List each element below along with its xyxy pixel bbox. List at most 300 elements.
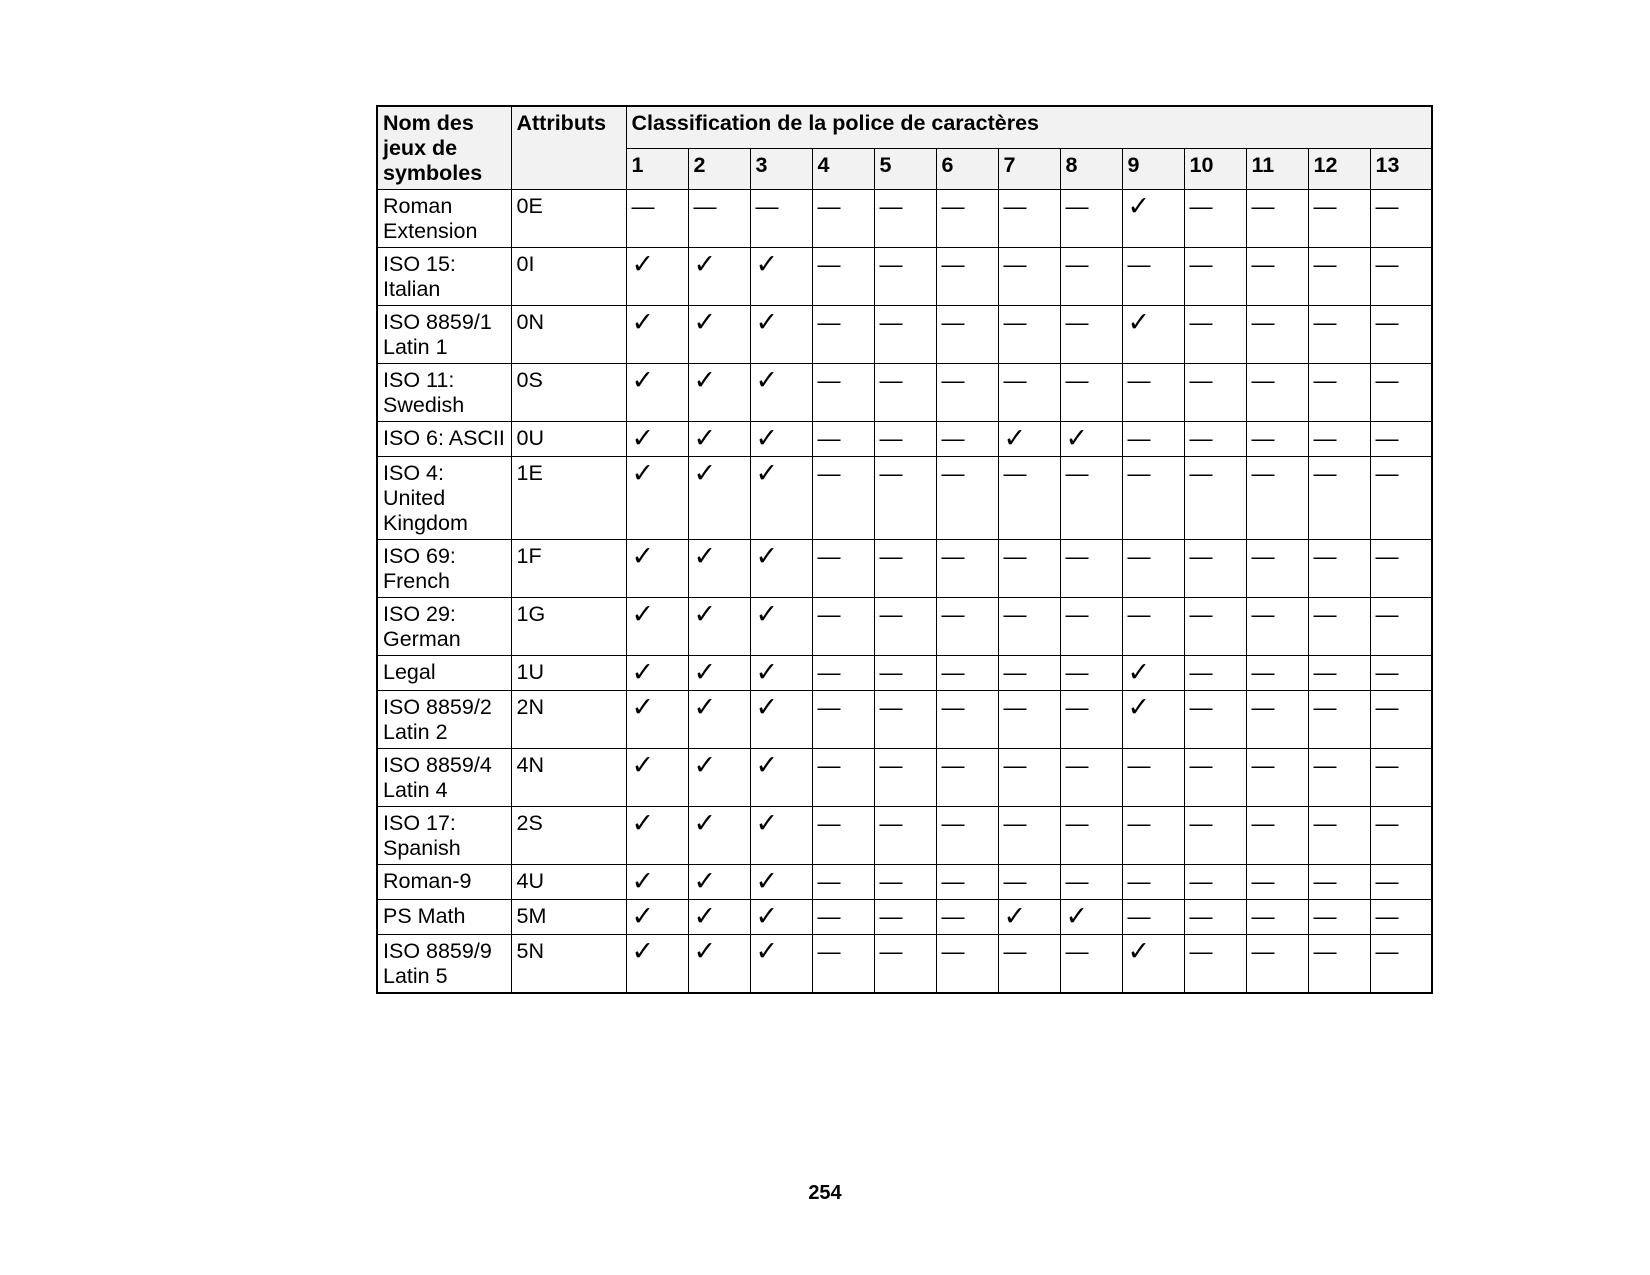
- classification-cell: [812, 190, 874, 248]
- dash-icon: —: [1189, 938, 1213, 964]
- dash-icon: —: [1375, 460, 1399, 486]
- classification-cell: [1370, 364, 1432, 422]
- dash-icon: —: [941, 752, 965, 778]
- classification-cell: [1060, 598, 1122, 656]
- classification-cell: [998, 190, 1060, 248]
- dash-icon: —: [1127, 543, 1151, 569]
- classification-cell: [1308, 935, 1370, 994]
- check-icon: ✓: [755, 692, 779, 723]
- header-col-10: 10: [1184, 148, 1246, 189]
- check-icon: ✓: [1127, 936, 1151, 967]
- attribute-code: 5M: [511, 900, 626, 935]
- classification-cell: [1060, 935, 1122, 994]
- classification-cell: [998, 540, 1060, 598]
- dash-icon: —: [1003, 460, 1027, 486]
- dash-icon: —: [1189, 903, 1213, 929]
- classification-cell: [626, 865, 688, 900]
- dash-icon: —: [879, 903, 903, 929]
- table-row: [377, 865, 1432, 900]
- classification-cell: [1308, 540, 1370, 598]
- classification-cell: [1060, 656, 1122, 691]
- dash-icon: —: [1189, 810, 1213, 836]
- classification-cell: [998, 598, 1060, 656]
- dash-icon: —: [817, 543, 841, 569]
- check-icon: ✓: [631, 692, 655, 723]
- classification-cell: [1122, 540, 1184, 598]
- classification-cell: [812, 691, 874, 749]
- classification-cell: [936, 598, 998, 656]
- check-icon: ✓: [631, 423, 655, 454]
- classification-cell: [1122, 656, 1184, 691]
- dash-icon: —: [1189, 694, 1213, 720]
- dash-icon: —: [1065, 810, 1089, 836]
- dash-icon: —: [879, 694, 903, 720]
- classification-cell: [1308, 457, 1370, 540]
- classification-cell: [1122, 190, 1184, 248]
- classification-cell: [936, 749, 998, 807]
- classification-cell: [750, 691, 812, 749]
- classification-cell: [936, 248, 998, 306]
- symbol-set-name: ISO 8859/1 Latin 1: [377, 306, 511, 364]
- classification-cell: [874, 935, 936, 994]
- classification-cell: [1184, 457, 1246, 540]
- classification-cell: [626, 457, 688, 540]
- classification-cell: [812, 248, 874, 306]
- check-icon: ✓: [1127, 307, 1151, 338]
- dash-icon: —: [1375, 309, 1399, 335]
- classification-cell: [626, 656, 688, 691]
- table-row: [377, 306, 1432, 364]
- symbol-set-name: ISO 8859/9 Latin 5: [377, 935, 511, 994]
- classification-cell: [1308, 598, 1370, 656]
- attribute-code: 1E: [511, 457, 626, 540]
- classification-cell: [750, 900, 812, 935]
- classification-cell: [936, 900, 998, 935]
- classification-cell: [1308, 364, 1370, 422]
- header-col-2: 2: [688, 148, 750, 189]
- classification-cell: [1060, 865, 1122, 900]
- classification-cell: [688, 656, 750, 691]
- dash-icon: —: [1251, 601, 1275, 627]
- classification-cell: [1184, 190, 1246, 248]
- dash-icon: —: [1313, 425, 1337, 451]
- classification-cell: [998, 691, 1060, 749]
- classification-cell: [750, 364, 812, 422]
- classification-cell: [1308, 691, 1370, 749]
- classification-cell: [874, 364, 936, 422]
- dash-icon: —: [1375, 367, 1399, 393]
- dash-icon: —: [1003, 543, 1027, 569]
- classification-cell: [1184, 598, 1246, 656]
- dash-icon: —: [1375, 251, 1399, 277]
- classification-cell: [1122, 935, 1184, 994]
- dash-icon: —: [1003, 694, 1027, 720]
- dash-icon: —: [941, 903, 965, 929]
- check-icon: ✓: [631, 750, 655, 781]
- dash-icon: —: [941, 425, 965, 451]
- classification-cell: [1370, 457, 1432, 540]
- classification-cell: [1060, 457, 1122, 540]
- classification-cell: [998, 364, 1060, 422]
- check-icon: ✓: [631, 458, 655, 489]
- dash-icon: —: [1127, 868, 1151, 894]
- classification-cell: [1308, 422, 1370, 457]
- dash-icon: —: [817, 752, 841, 778]
- table-row: [377, 540, 1432, 598]
- check-icon: ✓: [1003, 423, 1027, 454]
- attribute-code: 1F: [511, 540, 626, 598]
- header-col-5: 5: [874, 148, 936, 189]
- symbol-set-name: Legal: [377, 656, 511, 691]
- dash-icon: —: [1375, 868, 1399, 894]
- dash-icon: —: [1127, 601, 1151, 627]
- table-row: [377, 248, 1432, 306]
- classification-cell: [874, 691, 936, 749]
- table-row: [377, 457, 1432, 540]
- classification-cell: [1060, 691, 1122, 749]
- classification-cell: [1246, 691, 1308, 749]
- classification-cell: [1060, 807, 1122, 865]
- check-icon: ✓: [755, 866, 779, 897]
- classification-cell: [936, 656, 998, 691]
- table-row: [377, 364, 1432, 422]
- classification-cell: [688, 540, 750, 598]
- check-icon: ✓: [631, 249, 655, 280]
- dash-icon: —: [1313, 601, 1337, 627]
- check-icon: ✓: [631, 808, 655, 839]
- dash-icon: —: [1251, 752, 1275, 778]
- classification-cell: [1122, 422, 1184, 457]
- classification-cell: [626, 935, 688, 994]
- dash-icon: —: [1251, 543, 1275, 569]
- classification-cell: [936, 691, 998, 749]
- classification-cell: [1246, 306, 1308, 364]
- dash-icon: —: [879, 425, 903, 451]
- attribute-code: 4U: [511, 865, 626, 900]
- check-icon: ✓: [1065, 901, 1089, 932]
- classification-cell: [998, 865, 1060, 900]
- classification-cell: [750, 598, 812, 656]
- classification-cell: [688, 598, 750, 656]
- attribute-code: 1U: [511, 656, 626, 691]
- classification-cell: [1246, 422, 1308, 457]
- classification-cell: [1060, 306, 1122, 364]
- dash-icon: —: [817, 251, 841, 277]
- dash-icon: —: [879, 601, 903, 627]
- classification-cell: [1246, 656, 1308, 691]
- dash-icon: —: [1375, 601, 1399, 627]
- symbol-set-table: [376, 105, 1433, 994]
- classification-cell: [1122, 691, 1184, 749]
- header-col-13: 13: [1370, 148, 1432, 189]
- classification-cell: [1122, 807, 1184, 865]
- check-icon: ✓: [1065, 423, 1089, 454]
- classification-cell: [626, 598, 688, 656]
- classification-cell: [1246, 807, 1308, 865]
- dash-icon: —: [1375, 938, 1399, 964]
- dash-icon: —: [941, 367, 965, 393]
- classification-cell: [626, 306, 688, 364]
- classification-cell: [750, 422, 812, 457]
- dash-icon: —: [1375, 752, 1399, 778]
- dash-icon: —: [1003, 938, 1027, 964]
- dash-icon: —: [1251, 193, 1275, 219]
- classification-cell: [1370, 691, 1432, 749]
- classification-cell: [812, 935, 874, 994]
- classification-cell: [626, 364, 688, 422]
- classification-cell: [936, 865, 998, 900]
- symbol-set-name: ISO 6: ASCII: [377, 422, 511, 457]
- check-icon: ✓: [1003, 901, 1027, 932]
- table-row: [377, 656, 1432, 691]
- check-icon: ✓: [631, 901, 655, 932]
- dash-icon: —: [1189, 601, 1213, 627]
- dash-icon: —: [1251, 425, 1275, 451]
- dash-icon: —: [1065, 659, 1089, 685]
- table-body: [377, 190, 1432, 994]
- classification-cell: [626, 807, 688, 865]
- symbol-set-name: ISO 4: United Kingdom: [377, 457, 511, 540]
- check-icon: ✓: [755, 458, 779, 489]
- classification-cell: [1122, 306, 1184, 364]
- classification-cell: [750, 807, 812, 865]
- dash-icon: —: [1189, 659, 1213, 685]
- table-row: [377, 691, 1432, 749]
- classification-cell: [998, 807, 1060, 865]
- dash-icon: —: [941, 938, 965, 964]
- dash-icon: —: [1189, 193, 1213, 219]
- classification-cell: [1122, 457, 1184, 540]
- classification-cell: [1246, 190, 1308, 248]
- classification-cell: [812, 865, 874, 900]
- dash-icon: —: [1065, 193, 1089, 219]
- dash-icon: —: [1251, 367, 1275, 393]
- classification-cell: [874, 656, 936, 691]
- classification-cell: [688, 749, 750, 807]
- dash-icon: —: [1313, 938, 1337, 964]
- dash-icon: —: [1003, 309, 1027, 335]
- dash-icon: —: [1189, 752, 1213, 778]
- header-attributes: Attributs: [511, 106, 626, 190]
- dash-icon: —: [1251, 694, 1275, 720]
- classification-cell: [1308, 900, 1370, 935]
- dash-icon: —: [1003, 810, 1027, 836]
- dash-icon: —: [1065, 543, 1089, 569]
- classification-cell: [1246, 865, 1308, 900]
- dash-icon: —: [1313, 694, 1337, 720]
- classification-cell: [998, 248, 1060, 306]
- classification-cell: [874, 807, 936, 865]
- dash-icon: —: [1313, 460, 1337, 486]
- dash-icon: —: [1065, 868, 1089, 894]
- check-icon: ✓: [693, 458, 717, 489]
- classification-cell: [1370, 540, 1432, 598]
- classification-cell: [1060, 190, 1122, 248]
- dash-icon: —: [1313, 752, 1337, 778]
- header-col-8: 8: [1060, 148, 1122, 189]
- page-number: 254: [808, 1182, 842, 1204]
- classification-cell: [812, 540, 874, 598]
- header-col-12: 12: [1308, 148, 1370, 189]
- check-icon: ✓: [693, 599, 717, 630]
- dash-icon: —: [1375, 193, 1399, 219]
- dash-icon: —: [1065, 460, 1089, 486]
- table-row: [377, 422, 1432, 457]
- dash-icon: —: [879, 868, 903, 894]
- classification-cell: [1308, 865, 1370, 900]
- table-row: [377, 190, 1432, 248]
- dash-icon: —: [879, 309, 903, 335]
- dash-icon: —: [1313, 903, 1337, 929]
- classification-cell: [688, 422, 750, 457]
- classification-cell: [1184, 900, 1246, 935]
- dash-icon: —: [941, 694, 965, 720]
- dash-icon: —: [1375, 903, 1399, 929]
- classification-cell: [1122, 865, 1184, 900]
- table-row: [377, 935, 1432, 994]
- classification-cell: [626, 540, 688, 598]
- classification-cell: [1308, 306, 1370, 364]
- header-col-4: 4: [812, 148, 874, 189]
- dash-icon: —: [1375, 425, 1399, 451]
- dash-icon: —: [1251, 903, 1275, 929]
- dash-icon: —: [941, 460, 965, 486]
- dash-icon: —: [1189, 309, 1213, 335]
- classification-cell: [1184, 364, 1246, 422]
- check-icon: ✓: [755, 936, 779, 967]
- dash-icon: —: [817, 309, 841, 335]
- dash-icon: —: [1065, 251, 1089, 277]
- classification-cell: [812, 457, 874, 540]
- dash-icon: —: [817, 659, 841, 685]
- dash-icon: —: [1127, 425, 1151, 451]
- classification-cell: [1246, 900, 1308, 935]
- classification-cell: [750, 656, 812, 691]
- dash-icon: —: [1003, 251, 1027, 277]
- classification-cell: [998, 656, 1060, 691]
- classification-cell: [1370, 749, 1432, 807]
- check-icon: ✓: [755, 307, 779, 338]
- check-icon: ✓: [693, 657, 717, 688]
- check-icon: ✓: [755, 423, 779, 454]
- dash-icon: —: [1065, 752, 1089, 778]
- classification-cell: [1308, 656, 1370, 691]
- symbol-set-name: ISO 11: Swedish: [377, 364, 511, 422]
- dash-icon: —: [879, 810, 903, 836]
- classification-cell: [1370, 248, 1432, 306]
- check-icon: ✓: [631, 307, 655, 338]
- classification-cell: [936, 540, 998, 598]
- dash-icon: —: [1065, 601, 1089, 627]
- classification-cell: [750, 457, 812, 540]
- check-icon: ✓: [1127, 191, 1151, 222]
- check-icon: ✓: [693, 936, 717, 967]
- dash-icon: —: [1065, 694, 1089, 720]
- classification-cell: [750, 190, 812, 248]
- check-icon: ✓: [693, 365, 717, 396]
- classification-cell: [936, 364, 998, 422]
- classification-cell: [1246, 364, 1308, 422]
- classification-cell: [1370, 935, 1432, 994]
- table-row: [377, 807, 1432, 865]
- dash-icon: —: [879, 938, 903, 964]
- dash-icon: —: [1127, 251, 1151, 277]
- dash-icon: —: [1375, 659, 1399, 685]
- dash-icon: —: [1251, 659, 1275, 685]
- check-icon: ✓: [693, 750, 717, 781]
- classification-cell: [688, 364, 750, 422]
- symbol-set-name: ISO 17: Spanish: [377, 807, 511, 865]
- classification-cell: [750, 540, 812, 598]
- dash-icon: —: [1127, 752, 1151, 778]
- classification-cell: [1122, 749, 1184, 807]
- attribute-code: 0U: [511, 422, 626, 457]
- dash-icon: —: [1127, 903, 1151, 929]
- check-icon: ✓: [693, 249, 717, 280]
- dash-icon: —: [1003, 868, 1027, 894]
- dash-icon: —: [1313, 309, 1337, 335]
- check-icon: ✓: [631, 866, 655, 897]
- classification-cell: [812, 900, 874, 935]
- dash-icon: —: [941, 601, 965, 627]
- classification-cell: [1184, 865, 1246, 900]
- check-icon: ✓: [693, 541, 717, 572]
- dash-icon: —: [1251, 868, 1275, 894]
- classification-cell: [750, 248, 812, 306]
- dash-icon: —: [1313, 543, 1337, 569]
- check-icon: ✓: [631, 657, 655, 688]
- dash-icon: —: [1313, 868, 1337, 894]
- table-row: [377, 900, 1432, 935]
- dash-icon: —: [1127, 460, 1151, 486]
- check-icon: ✓: [631, 936, 655, 967]
- classification-cell: [1184, 807, 1246, 865]
- classification-cell: [1246, 749, 1308, 807]
- symbol-set-name: ISO 8859/2 Latin 2: [377, 691, 511, 749]
- classification-cell: [626, 422, 688, 457]
- check-icon: ✓: [755, 249, 779, 280]
- classification-cell: [998, 422, 1060, 457]
- classification-cell: [750, 865, 812, 900]
- check-icon: ✓: [693, 808, 717, 839]
- dash-icon: —: [817, 601, 841, 627]
- classification-cell: [1246, 598, 1308, 656]
- classification-cell: [1184, 749, 1246, 807]
- classification-cell: [1370, 190, 1432, 248]
- header-classification: Classification de la police de caractères: [626, 106, 1432, 148]
- dash-icon: —: [879, 659, 903, 685]
- dash-icon: —: [1189, 543, 1213, 569]
- dash-icon: —: [817, 460, 841, 486]
- classification-cell: [626, 749, 688, 807]
- classification-cell: [688, 935, 750, 994]
- dash-icon: —: [941, 251, 965, 277]
- dash-icon: —: [817, 810, 841, 836]
- check-icon: ✓: [755, 657, 779, 688]
- classification-cell: [998, 900, 1060, 935]
- header-col-1: 1: [626, 148, 688, 189]
- attribute-code: 0I: [511, 248, 626, 306]
- classification-cell: [1122, 248, 1184, 306]
- check-icon: ✓: [1127, 657, 1151, 688]
- classification-cell: [1184, 691, 1246, 749]
- dash-icon: —: [1003, 601, 1027, 627]
- dash-icon: —: [1003, 659, 1027, 685]
- symbol-set-name: Roman Extension: [377, 190, 511, 248]
- check-icon: ✓: [755, 901, 779, 932]
- classification-cell: [1370, 900, 1432, 935]
- classification-cell: [750, 749, 812, 807]
